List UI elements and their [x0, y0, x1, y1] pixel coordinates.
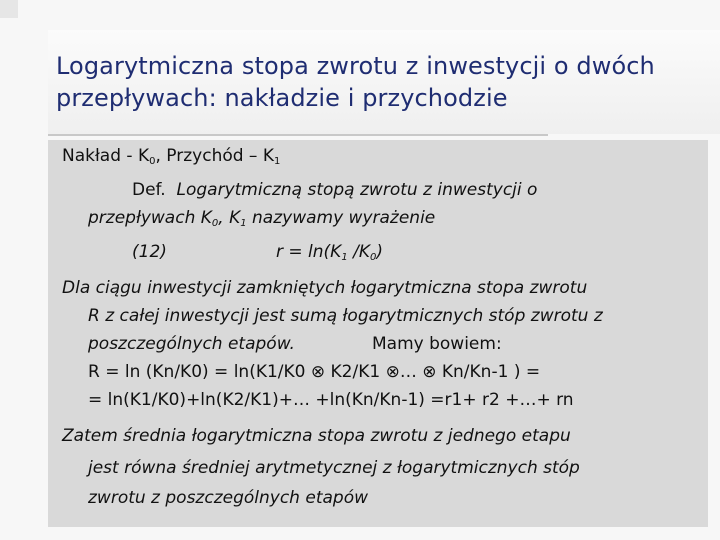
corner-decoration: [0, 0, 18, 18]
title-underline: [48, 134, 548, 136]
definition-line-2: przepływach $K_0$, $K_1$ nazywamy wyrażenie: [88, 208, 436, 229]
paragraph-2-line-3b: Mamy bowiem:: [372, 334, 502, 354]
paragraph-3-line-2: jest równa średniej arytmetycznej z łogarytmicznych stóp: [88, 458, 580, 478]
slide-title: Logarytmiczna stopa zwrotu z inwestycji o dwóch przepływach: nakładzie i przychodzie: [56, 52, 655, 112]
paragraph-2-line-2: R z całej inwestycji jest sumą łogarytmicznych stóp zwrotu z: [88, 306, 603, 326]
paragraph-2-line-1: Dla ciągu inwestycji zamkniętych łogarytmiczna stopa zwrotu: [62, 278, 588, 298]
paragraph-2-line-3: poszczególnych etapów.: [88, 334, 295, 354]
formula-12: $r = \ln(K_1$ $/K_0$): [276, 242, 383, 263]
definition-line-1: Def. Logarytmiczną stopą zwrotu z inwestycji o: [132, 180, 538, 200]
formula-label: (12): [132, 242, 167, 262]
equation-1: R = ln (Kn/K0) = ln(K1/K0 ⊗ K2/K1 ⊗… ⊗ Kn/Kn-1 ) =: [88, 362, 541, 382]
inputs-definition: Nakład - $K_0$, Przychód – $K_1$: [62, 146, 281, 167]
equation-2: = ln(K1/K0)+ln(K2/K1)+… +ln(Kn/Kn-1) =r1+ r2 +…+ rn: [88, 390, 574, 410]
paragraph-3-line-3: zwrotu z poszczególnych etapów: [88, 488, 369, 508]
paragraph-3-line-1: Zatem średnia łogarytmiczna stopa zwrotu z jednego etapu: [62, 426, 571, 446]
